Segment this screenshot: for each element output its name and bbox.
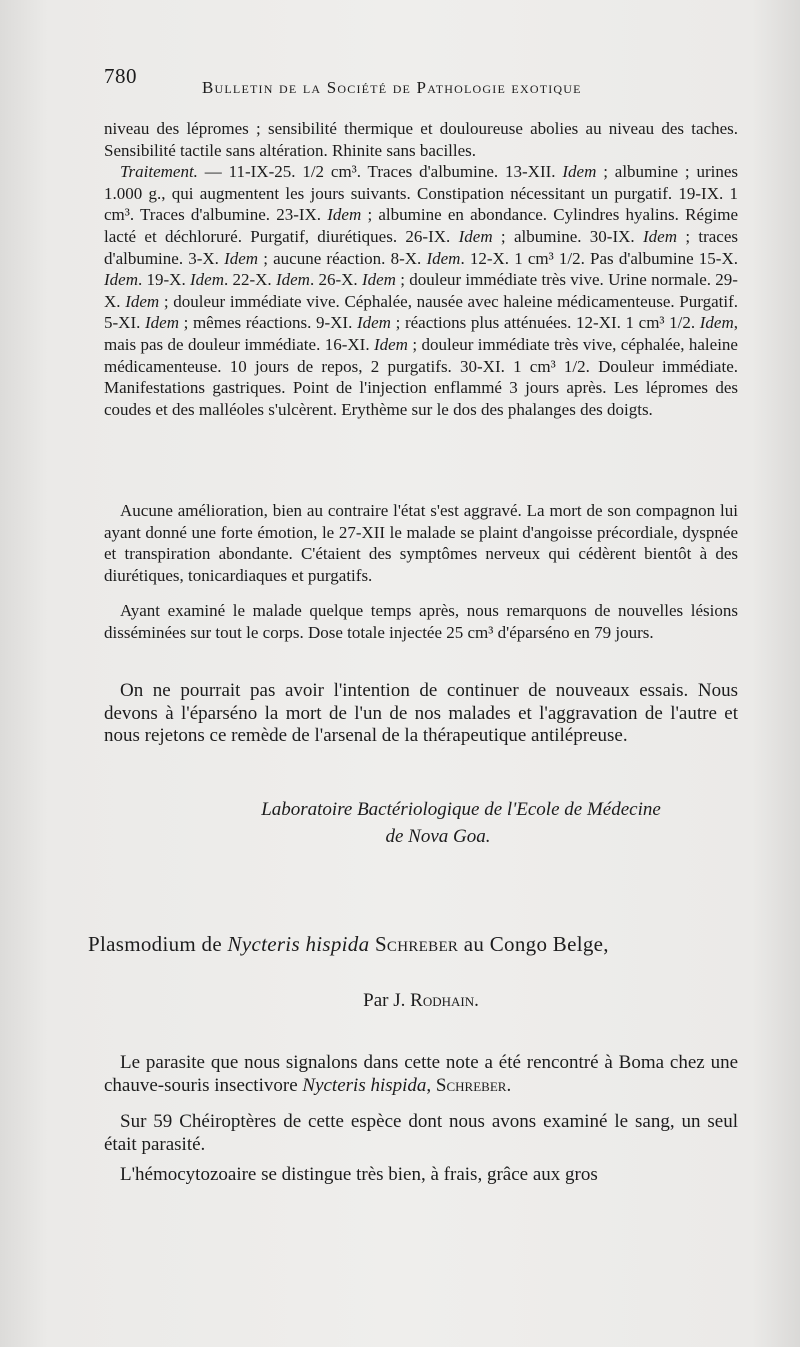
page-number: 780	[104, 64, 137, 88]
signature-line-2: de Nova Goa.	[385, 826, 491, 847]
outcome-notes	[104, 500, 738, 586]
paragraph-lesions: niveau des lépromes ; sensibilité thermique et douloureuse abolies au niveau des taches. Sensibilité tactile sans altération. Rhinite sans bacilles.	[104, 119, 738, 160]
species-name: Nycteris hispida	[227, 932, 370, 956]
clinical-notes	[104, 118, 738, 420]
paragraph-aggravation: Aucune amélioration, bien au contraire l'état s'est aggravé. La mort de son compagnon lui ayant donné une forte émotion, le 27-XII le malade se plaint d'angoisse précordiale, dyspnée et transpiration abondante. C'étaient des symptômes nerveux qui cédèrent bientôt à des diurétiques, tonicardiaques et purgatifs.	[104, 501, 738, 585]
article-title: Plasmodium de Nycteris hispida Schreber au Congo Belge,	[88, 932, 609, 956]
paragraph-hemocytozoaire: L'hémocytozoaire se distingue très bien, à frais, grâce aux gros	[120, 1164, 598, 1185]
treatment-label: Traitement.	[120, 162, 198, 182]
page-header	[104, 64, 740, 98]
conclusion	[104, 680, 738, 748]
paragraph-conclusion: On ne pourrait pas avoir l'intention de continuer de nouveaux essais. Nous devons à l'éparséno la mort de l'un de nos malades et l'aggravation de l'autre et nous rejetons ce remède de l'arsenal de la thérapeutique antilépreuse.	[104, 680, 738, 746]
followup-notes	[104, 600, 738, 643]
article-author: Par J. Rodhain.	[363, 990, 479, 1011]
signature-line-1: Laboratoire Bactériologique de l'Ecole de Médecine	[261, 799, 661, 820]
article-body	[104, 1052, 738, 1187]
paragraph-parasite: Le parasite que nous signalons dans cette note a été rencontré à Boma chez une chauve-souris insectivore Nycteris hispida, Schreber.	[104, 1052, 738, 1096]
laboratory-signature	[104, 796, 738, 850]
running-title: Bulletin de la Société de Pathologie exotique	[202, 78, 582, 97]
paragraph-treatment: Traitement. — 11-IX-25. 1/2 cm³. Traces d'albumine. 13-XII. Idem ; albumine ; urines 1.000 g., qui augmentent les jours suivants. Constipation nécessitant un purgatif. 19-IX. 1 cm³. Traces d'albumine. 23-IX. Idem ; albumine en abondance. Cylindres hyalins. Régime lacté et déchloruré. Purgatif, diurétiques. 26-IX. Idem ; albumine. 30-IX. Idem ; traces d'albumine. 3-X. Idem ; aucune réaction. 8-X. Idem. 12-X. 1 cm³ 1/2. Pas d'albumine 15-X. Idem. 19-X. Idem. 22-X. Idem. 26-X. Idem ; douleur immédiate très vive. Urine normale. 29-X. Idem ; douleur immédiate vive. Céphalée, nausée avec haleine médicamenteuse. Purgatif. 5-XI. Idem ; mêmes réactions. 9-XI. Idem ; réactions plus atténuées. 12-XI. 1 cm³ 1/2. Idem, mais pas de douleur immédiate. 16-XI. Idem ; douleur immédiate très vive, céphalée, haleine médicamenteuse. 10 jours de repos, 2 purgatifs. 30-XI. 1 cm³ 1/2. Douleur immédiate. Manifestations gastriques. Point de l'injection enflammé 3 jours après. Les lépromes des coudes et des malléoles s'ulcèrent. Erythème sur le dos des phalanges des doigts.	[104, 162, 738, 419]
paragraph-sampling: Sur 59 Chéiroptères de cette espèce dont nous avons examiné le sang, un seul était parasité.	[104, 1111, 738, 1155]
paragraph-new-lesions: Ayant examiné le malade quelque temps après, nous remarquons de nouvelles lésions disséminées sur tout le corps. Dose totale injectée 25 cm³ d'éparséno en 79 jours.	[104, 601, 738, 642]
